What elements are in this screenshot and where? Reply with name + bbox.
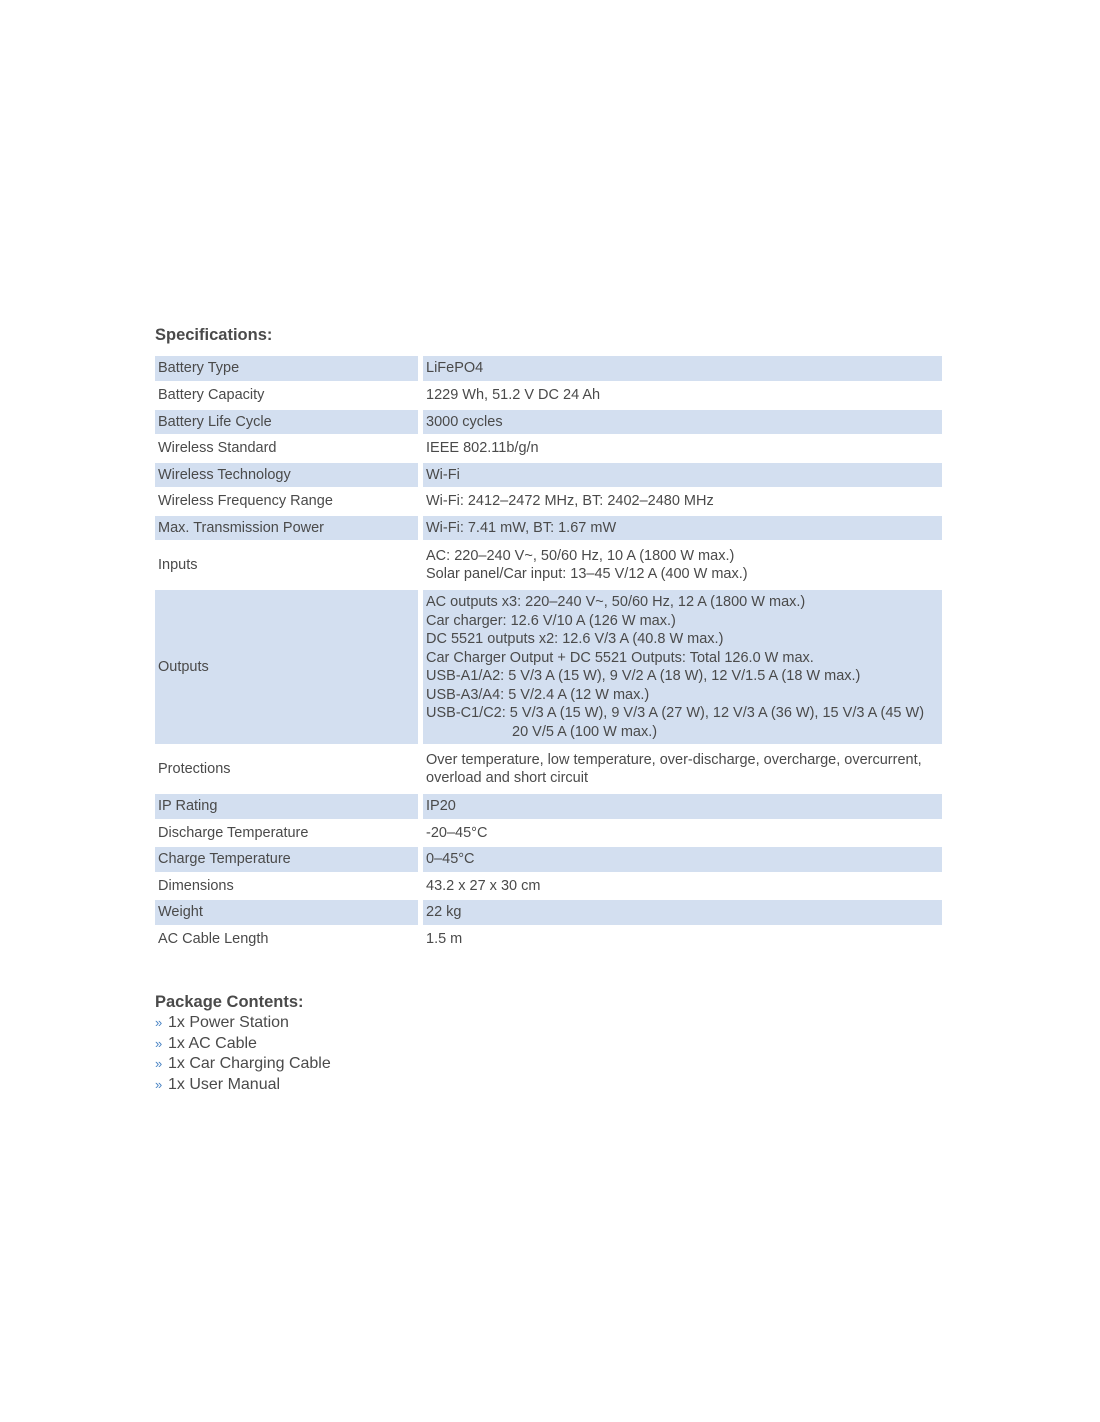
bullet-chevron-icon: » (155, 1015, 163, 1030)
spec-label: Inputs (155, 542, 418, 588)
list-item (155, 1034, 942, 1055)
table-row (155, 356, 942, 381)
spec-value: Wi-Fi (418, 463, 942, 488)
package-item-label: 1x User Manual (168, 1075, 281, 1093)
spec-value: 22 kg (418, 900, 942, 925)
spec-value: AC: 220–240 V~, 50/60 Hz, 10 A (1800 W max.) Solar panel/Car input: 13–45 V/12 A (400 W max.) (418, 542, 942, 588)
spec-value: IP20 (418, 794, 942, 819)
specifications-table (155, 354, 942, 953)
table-row (155, 590, 942, 744)
package-contents-heading: Package Contents: (155, 993, 304, 1011)
table-row (155, 927, 942, 952)
spec-label: Wireless Standard (155, 436, 418, 461)
table-row (155, 383, 942, 408)
spec-label: Dimensions (155, 874, 418, 899)
spec-value: AC outputs x3: 220–240 V~, 50/60 Hz, 12 A (1800 W max.) Car charger: 12.6 V/10 A (126 W max.) DC 5521 outputs x2: 12.6 V/3 A (40.8 W max.) Car Charger Output + DC 5521 Outputs: Total 126.0 W max. USB-A1/A2: 5 V/3 A (15 W), 9 V/2 A (18 W), 12 V/1.5 A (18 W max.) USB-A3/A4: 5 V/2.4 A (12 W max.) USB-C1/C2: 5 V/3 A (15 W), 9 V/3 A (27 W), 12 V/3 A (36 W), 15 V/3 A (45 W) 20 V/5 A (100 W max.) (418, 590, 942, 744)
package-item-label: 1x Power Station (168, 1014, 289, 1031)
bullet-chevron-icon: » (155, 1035, 163, 1051)
spec-label: Wireless Technology (155, 463, 418, 488)
spec-label: Max. Transmission Power (155, 516, 418, 541)
bullet-chevron-icon: » (155, 1076, 163, 1092)
bullet-chevron-icon: » (155, 1056, 163, 1071)
table-row (155, 821, 942, 846)
table-row (155, 463, 942, 488)
table-row (155, 542, 942, 588)
spec-value: LiFePO4 (418, 356, 942, 381)
spec-value: 0–45°C (418, 847, 942, 872)
spec-label: Protections (155, 746, 418, 792)
page-content (155, 324, 942, 1095)
spec-value: Wi-Fi: 7.41 mW, BT: 1.67 mW (418, 516, 942, 541)
spec-value: 1229 Wh, 51.2 V DC 24 Ah (418, 383, 942, 408)
spec-value: IEEE 802.11b/g/n (418, 436, 942, 461)
spec-value: Wi-Fi: 2412–2472 MHz, BT: 2402–2480 MHz (418, 489, 942, 514)
table-row (155, 489, 942, 514)
table-row (155, 847, 942, 872)
spec-label: Battery Capacity (155, 383, 418, 408)
table-row (155, 874, 942, 899)
package-contents-list (155, 1013, 942, 1095)
list-item (155, 1013, 942, 1034)
table-row (155, 746, 942, 792)
package-contents-section (155, 991, 942, 1095)
spec-label: Outputs (155, 590, 418, 744)
spec-value: 43.2 x 27 x 30 cm (418, 874, 942, 899)
spec-value: 1.5 m (418, 927, 942, 952)
spec-value: 3000 cycles (418, 410, 942, 435)
spec-label: Wireless Frequency Range (155, 489, 418, 514)
package-item-label: 1x AC Cable (168, 1034, 257, 1052)
list-item (155, 1054, 942, 1075)
spec-label: Discharge Temperature (155, 821, 418, 846)
table-row (155, 410, 942, 435)
package-item-label: 1x Car Charging Cable (168, 1055, 331, 1072)
spec-label: Battery Type (155, 356, 418, 381)
table-row (155, 900, 942, 925)
spec-label: IP Rating (155, 794, 418, 819)
spec-label: AC Cable Length (155, 927, 418, 952)
spec-label: Charge Temperature (155, 847, 418, 872)
table-row (155, 516, 942, 541)
spec-value: -20–45°C (418, 821, 942, 846)
spec-label: Battery Life Cycle (155, 410, 418, 435)
spec-label: Weight (155, 900, 418, 925)
specifications-heading: Specifications: (155, 326, 273, 344)
spec-value: Over temperature, low temperature, over-discharge, overcharge, overcurrent, overload and short circuit (418, 746, 942, 792)
table-row (155, 794, 942, 819)
table-row (155, 436, 942, 461)
list-item (155, 1075, 942, 1096)
